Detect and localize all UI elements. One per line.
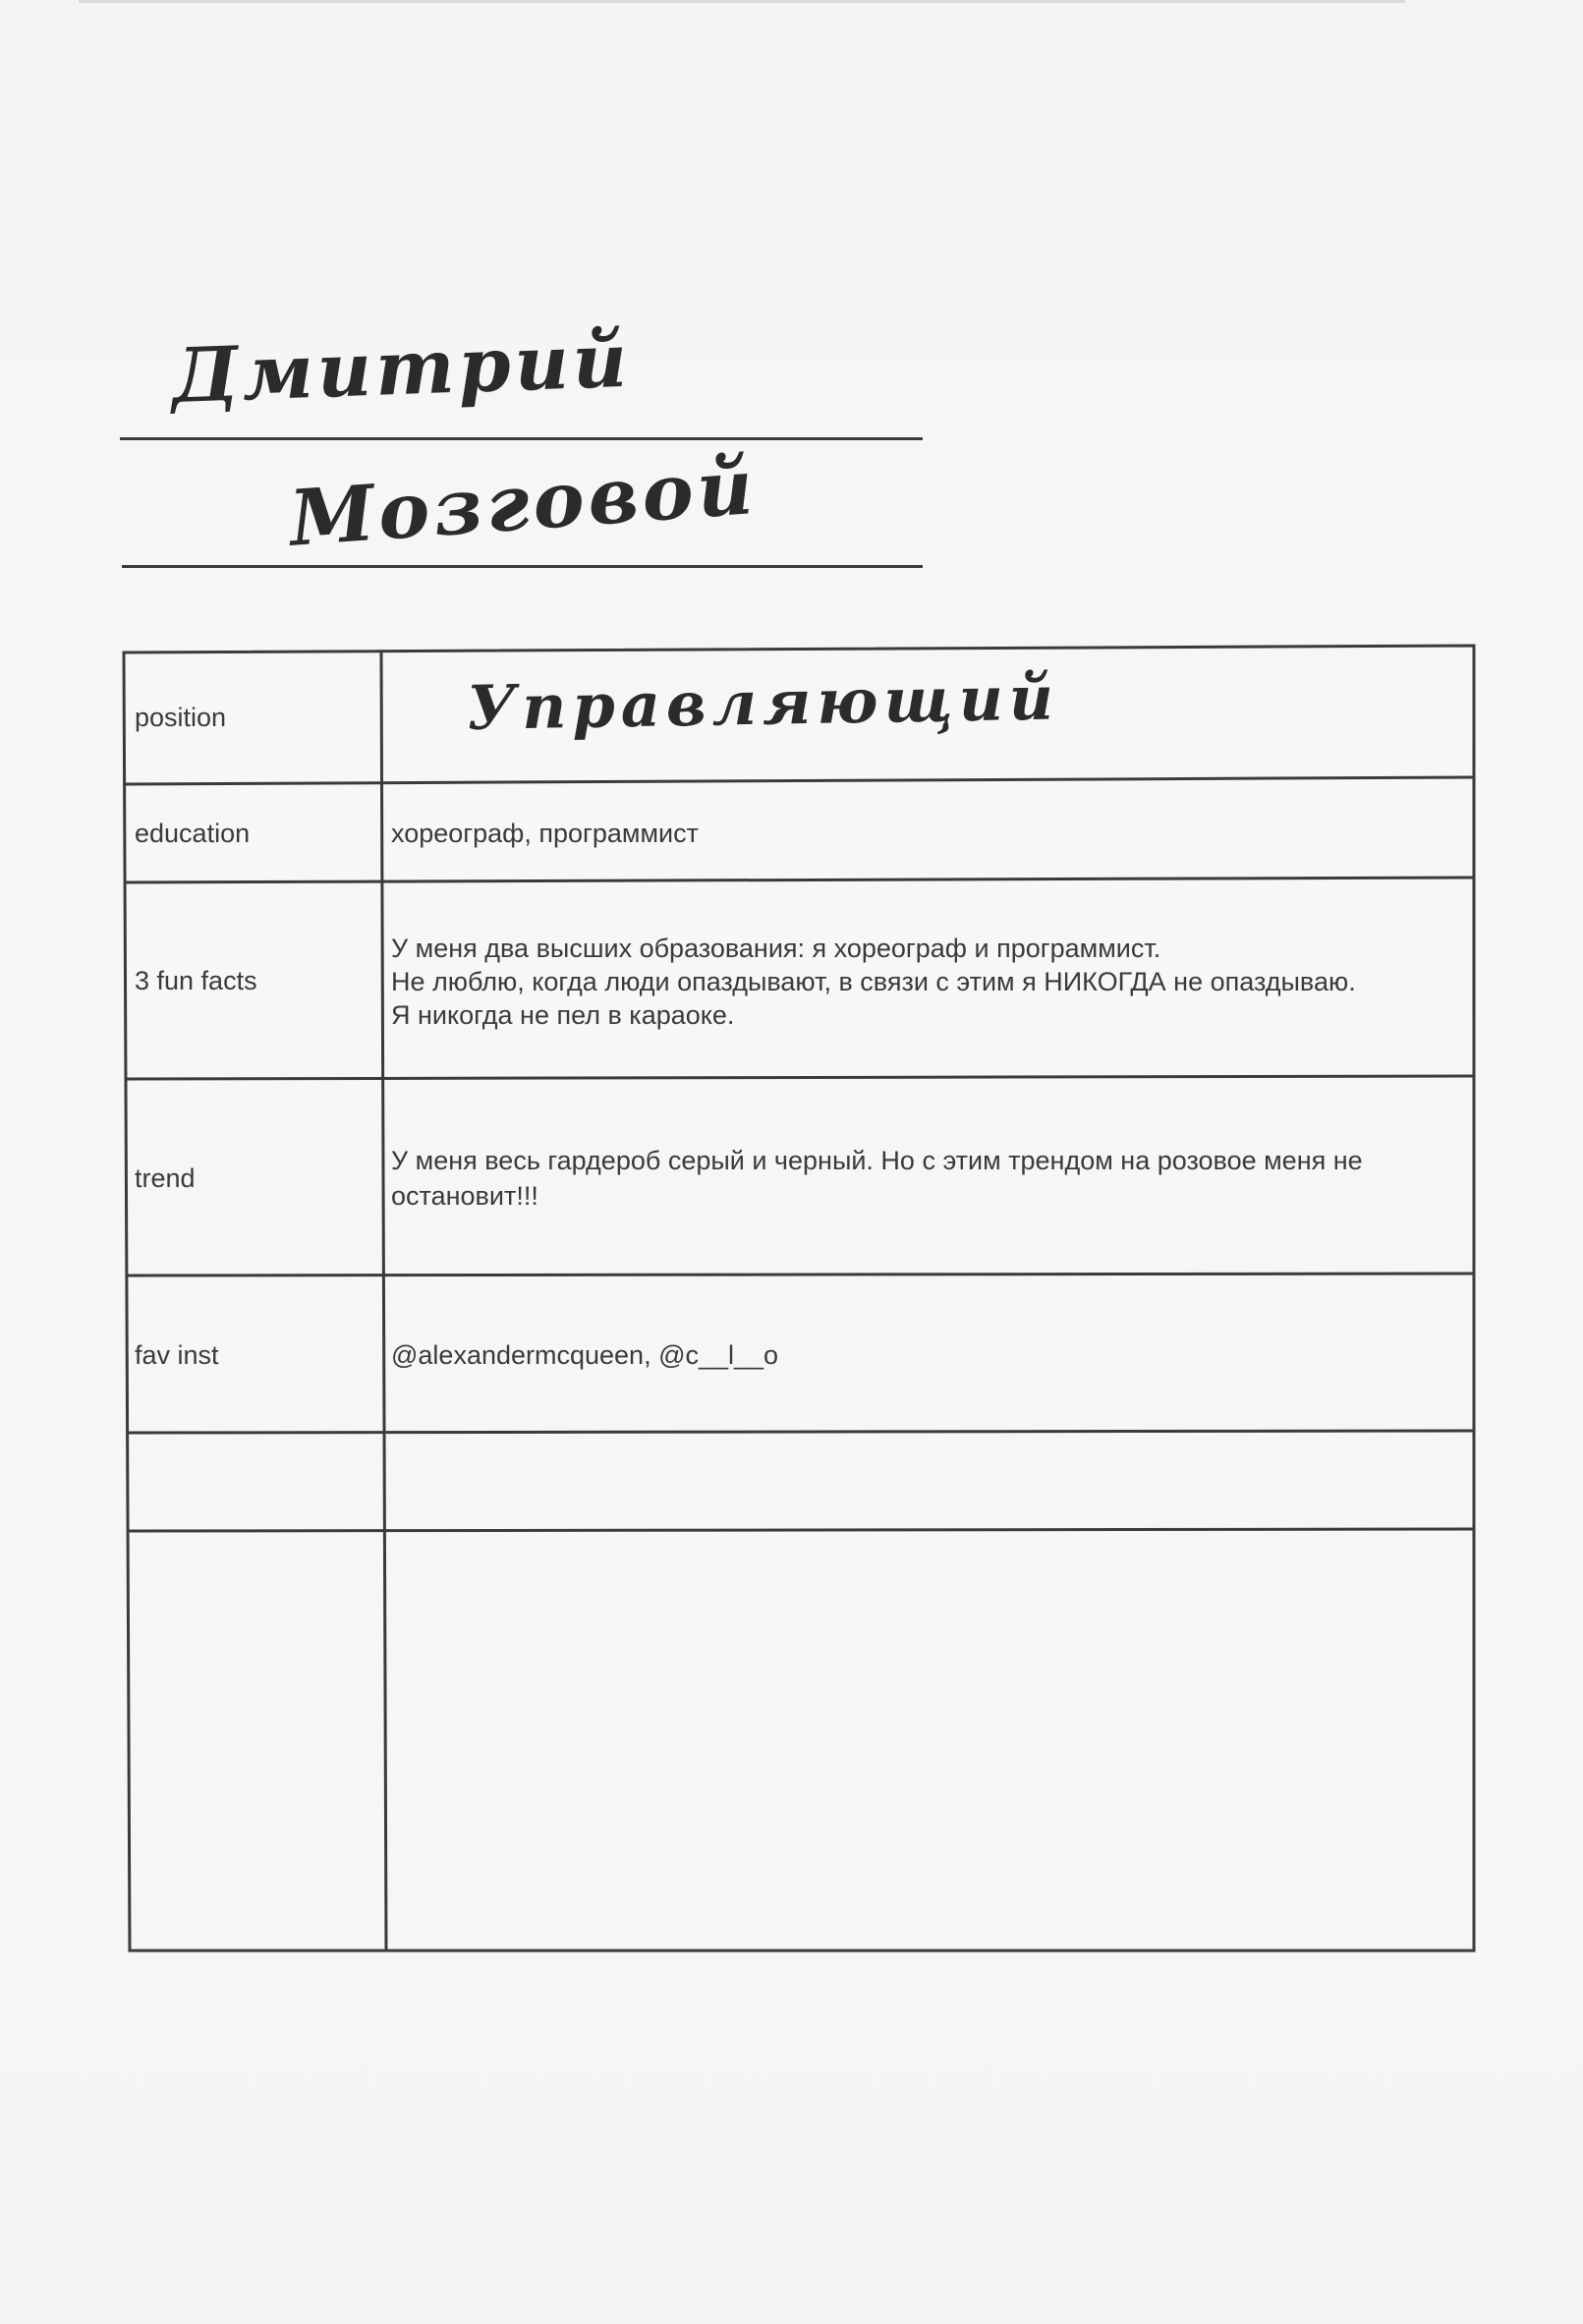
row-label-fav-inst: fav inst bbox=[135, 1340, 219, 1370]
row-label-position: position bbox=[135, 703, 227, 732]
handwritten-first-name: Дмитрий bbox=[170, 315, 633, 420]
table-row-divider bbox=[127, 1076, 1474, 1079]
table-row-divider bbox=[129, 1529, 1474, 1531]
row-label-fun-facts: 3 fun facts bbox=[135, 966, 257, 995]
table-row-divider bbox=[129, 1431, 1474, 1433]
fav-inst-value: @alexandermcqueen, @c__l__o bbox=[391, 1340, 779, 1370]
table-row-divider bbox=[128, 1274, 1474, 1275]
table-border bbox=[124, 646, 1474, 1951]
table-column-divider bbox=[381, 652, 386, 1951]
handwritten-position-value: Управляющий bbox=[466, 661, 1060, 744]
trend-line: У меня весь гардероб серый и черный. Но с этим трендом на розовое меня не bbox=[391, 1146, 1363, 1175]
handwritten-last-name: Мозговой bbox=[286, 441, 760, 564]
education-value: хореограф, программист bbox=[391, 819, 699, 848]
trend-line: остановит!!! bbox=[391, 1181, 538, 1211]
row-label-trend: trend bbox=[135, 1163, 196, 1193]
fun-fact-line: Я никогда не пел в караоке. bbox=[391, 1000, 735, 1030]
fun-fact-line: У меня два высших образования: я хореограф и программист. bbox=[391, 934, 1161, 963]
fun-fact-line: Не люблю, когда люди опаздывают, в связи с этим я НИКОГДА не опаздываю. bbox=[391, 967, 1356, 996]
row-label-education: education bbox=[135, 819, 251, 848]
table-row-divider bbox=[126, 878, 1474, 882]
table-row-divider bbox=[125, 777, 1474, 784]
